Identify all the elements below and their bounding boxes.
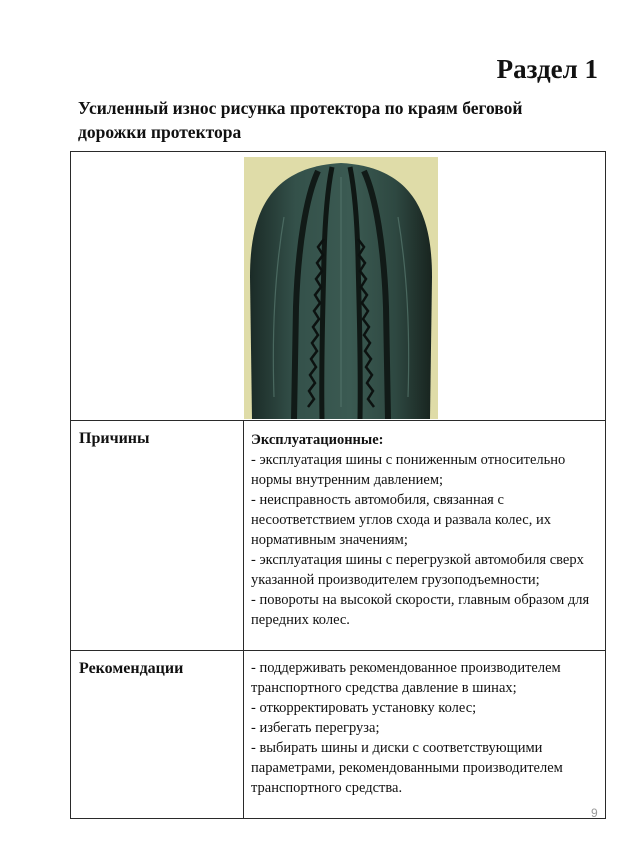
- causes-label: Причины: [79, 430, 150, 447]
- section-title: Раздел 1: [496, 54, 598, 84]
- recommendations-list: [251, 658, 597, 798]
- column-divider: [243, 650, 244, 818]
- recommendations-row: [71, 650, 605, 818]
- causes-list: [251, 430, 597, 630]
- causes-row: [71, 420, 605, 651]
- list-item: - эксплуатация шины с перегрузкой автомобиля сверх указанной производителем грузоподъемности;: [251, 552, 584, 588]
- list-item: - поддерживать рекомендованное производителем транспортного средства давление в шинах;: [251, 660, 561, 696]
- photo-cell: [71, 152, 605, 421]
- content-table: [70, 151, 606, 819]
- recommendations-label: Рекомендации: [79, 660, 184, 677]
- page-number: 9: [591, 806, 598, 820]
- list-item: - повороты на высокой скорости, главным образом для передних колес.: [251, 592, 590, 628]
- tire-tread-illustration: [244, 157, 438, 419]
- page-heading: Усиленный износ рисунка протектора по краям беговой дорожки протектора: [78, 98, 523, 142]
- column-divider: [243, 420, 244, 650]
- list-item: - неисправность автомобиля, связанная с несоответствием углов схода и развала колес, их нормативным значениям;: [251, 492, 552, 548]
- causes-subheading: Эксплуатационные:: [251, 432, 384, 448]
- list-item: - выбирать шины и диски с соответствующими параметрами, рекомендованными производителем транспортного средства.: [251, 740, 563, 796]
- list-item: - откорректировать установку колес;: [251, 700, 477, 716]
- list-item: - избегать перегруза;: [251, 720, 380, 736]
- list-item: - эксплуатация шины с пониженным относительно нормы внутренним давлением;: [251, 452, 566, 488]
- tire-photo: [244, 157, 438, 419]
